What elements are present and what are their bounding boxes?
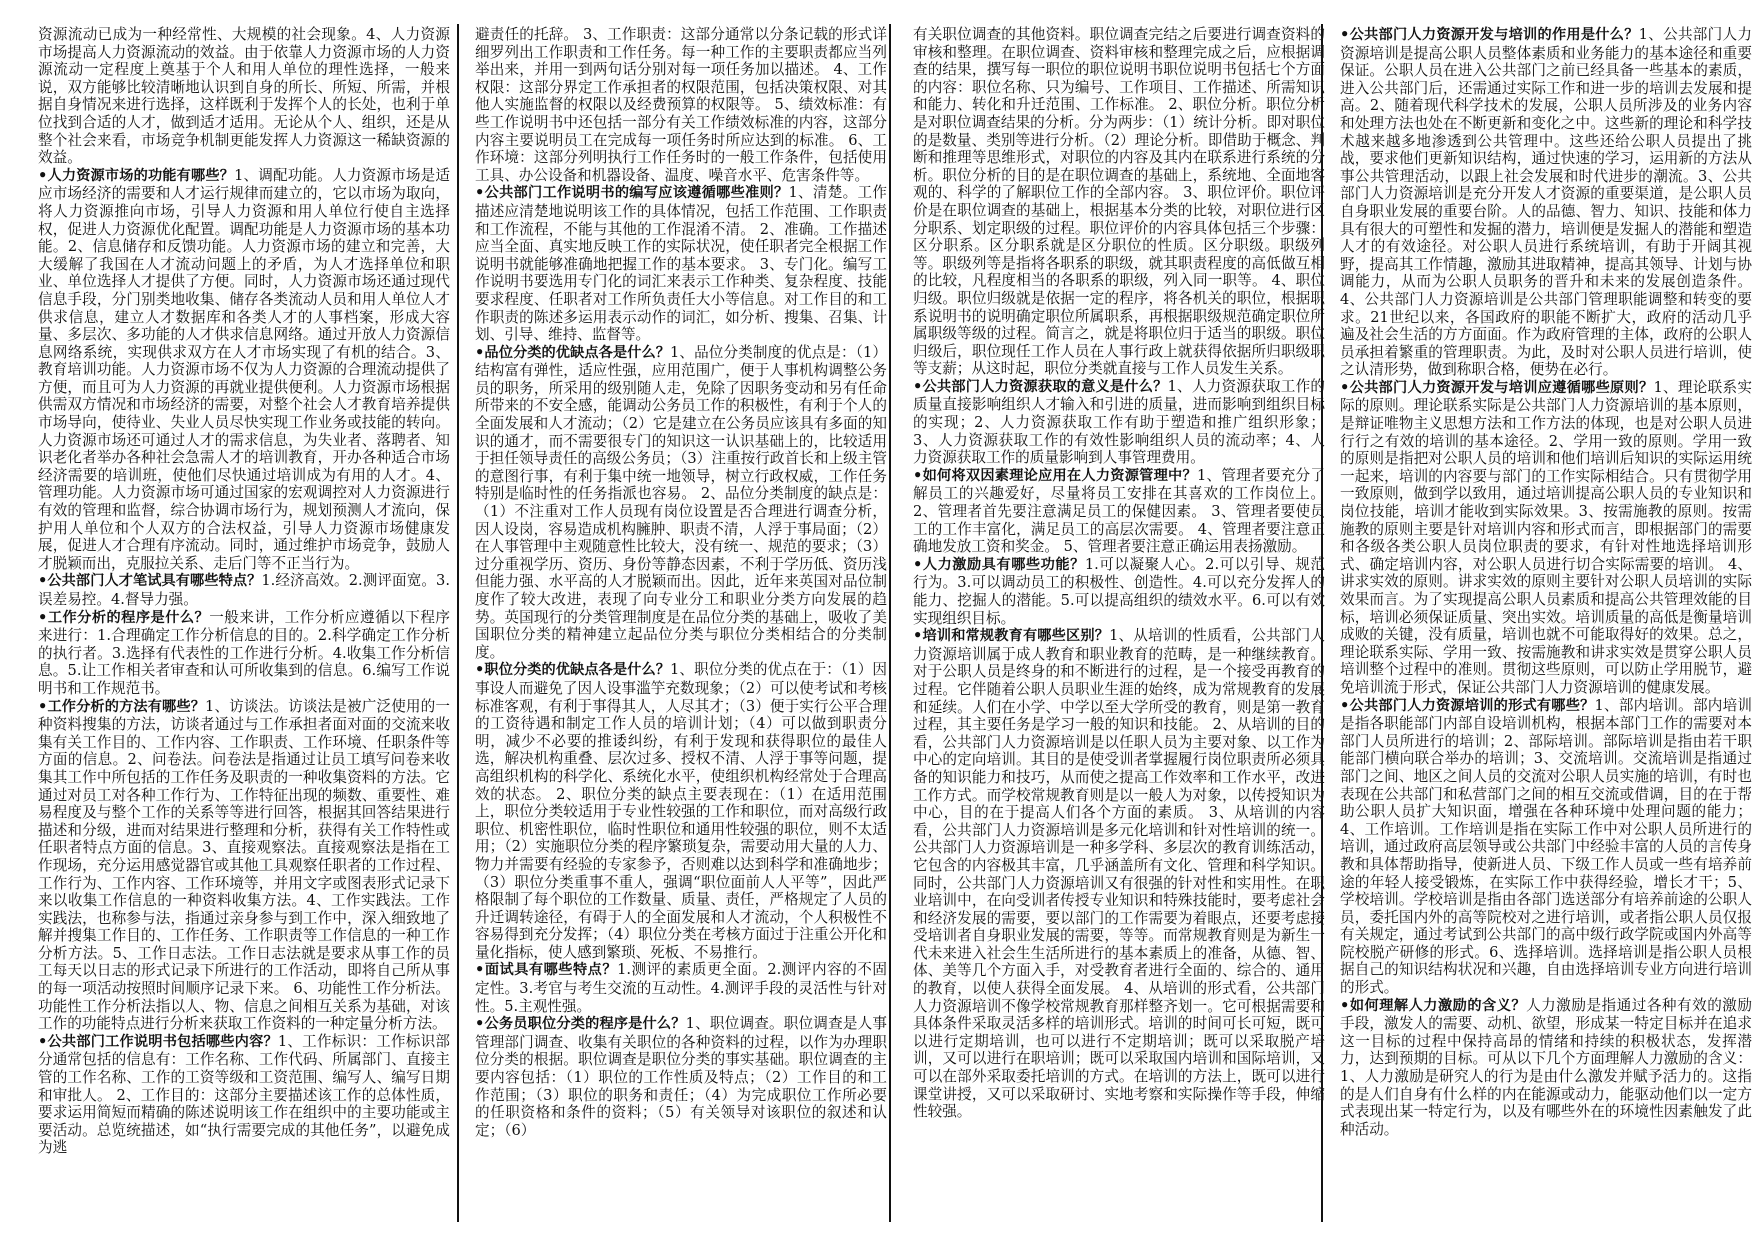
- bullet-icon: •: [1340, 696, 1350, 714]
- text-column-1: [38, 26, 450, 1221]
- qa-paragraph: [475, 344, 887, 662]
- question-heading: 公共部门工作说明书包括哪些内容？: [47, 1033, 278, 1050]
- bullet-icon: •: [475, 343, 485, 361]
- question-heading: 工作分析的程序是什么？: [47, 609, 210, 626]
- qa-paragraph: [38, 572, 450, 608]
- answer-text: 1、职位分类的优点在于：（1）因事设人而避免了因人设事滥竽充数现象；（2）可以使考试和考核标准客观，有利于事得其人，人尽其才；（3）便于实行公平合理的工资待遇和制定工作人员的培训计划；（4）可以做到职责分明，减少不必要的推诿纠纷，有利于发现和获得职位的最佳人选，解决机构重叠、层次过多、授权不清、人浮于事等问题，提高组织机构的科学化、系统化水平，使组织机构经常处于合理高效的状态。 2、职位分类的缺点主要表现在：（1）在适用范围上，职位分类较适用于专业性较强的工作和职位，而对高级行政职位、机密性职位，临时性职位和通用性较强的职位，则不太适用；（2）实施职位分类的程序繁琐复杂，需要动用大量的人力、物力并需要有经验的专家参予，否则难以达到科学和准确地步；（3）职位分类重事不重人，强调“职位面前人人平等”，因此严格限制了每个职位的工作数量、质量、责任，严格规定了人员的升迁调转途径，有碍于人的全面发展和人才流动，个人积极性不容易得到充分发挥；（4）职位分类在考核方面过于注重公开化和量化指标，使人感到繁琐、死板、不易推行。: [475, 661, 887, 961]
- question-heading: 公共部门人力资源培训的形式有哪些？: [1349, 697, 1595, 714]
- answer-text: 1、工作标识：工作标识部分通常包括的信息有：工作名称、工作代码、所属部门、直接主管的工作名称、工作的工资等级和工资范围、编写人、编写日期和审批人。 2、工作目的：这部分主要描述该工作的总体性质，要求运用简短而精确的陈述说明该工作在组织中的主要功能或主要活动。总览统描述，如“执行需要完成的其他任务”，以避免成为逃: [38, 1032, 450, 1157]
- bullet-icon: •: [38, 697, 48, 715]
- qa-paragraph: [38, 698, 450, 1033]
- question-heading: 公共部门人力资源获取的意义是什么？: [922, 378, 1168, 395]
- qa-paragraph: [913, 467, 1325, 556]
- answer-text: 1、品位分类制度的优点是：（1）结构富有弹性，适应性强，应用范围广，便于人事机构调整公务员的职务，所采用的级别随人走，免除了因职务变动和另有任命所带来的不安全感，能调动公务员工作的积极性，有利于个人的全面发展和人才流动；（2）它是建立在公务员应该具有多面的知识的通才，而不需要很专门的知识这一认识基础上的，比较适用于担任领导责任的高级公务员；（3）注重按行政首长和上级主管的意图行事，有利于集中统一地领导，树立行政权威，工作任务特别是临时性的任务指派也容易。 2、品位分类制度的缺点是：（1）不注重对工作人员现有岗位设置是否合理进行调查分析，因人设岗，容易造成机构臃肿、职责不清，人浮于事局面；（2）在人事管理中主观随意性比较大，没有统一、规范的要求；（3）过分重视学历、资历、身份等静态因素，不利于学历低、资历浅但能力强、水平高的人才脱颖而出。因此，近年来英国对品位制度作了较大改进，表现了向专业分工和职业分类方向发展的趋势。英国现行的分类管理制度是在品位分类的基础上，吸收了美国职位分类的精神建立起品位分类与职位分类相结合的分类制度。: [475, 343, 887, 661]
- answer-text: 1、职位调查。职位调查是人事管理部门调查、收集有关职位的各种资料的过程，以作为办理职位分类的根据。职位调查是职位分类的事实基础。职位调查的主要内容包括：（1）职位的工作性质及特点；（2）工作目的和工作范围；（3）职位的职务和责任；（4）为完成职位工作所必要的任职资格和条件的资料；（5）有关领导对该职位的叙述和认定；（6）: [475, 1015, 887, 1139]
- question-heading: 公共部门工作说明书的编写应该遵循哪些准则？: [484, 185, 789, 202]
- bullet-icon: •: [38, 1032, 48, 1050]
- bullet-icon: •: [475, 661, 485, 679]
- answer-text: 1.测评的素质更全面。2.测评内容的不固定性。3.考官与考生交流的互动性。4.测评手段的灵活性与针对性。5.主观性强。: [475, 961, 887, 1015]
- qa-paragraph: [475, 661, 887, 961]
- question-heading: 公共部门人力资源开发与培训应遵循哪些原则？: [1349, 379, 1654, 396]
- qa-paragraph: [1340, 697, 1752, 997]
- question-heading: 公务员职位分类的程序是什么？: [484, 1016, 686, 1033]
- bullet-icon: •: [475, 184, 485, 202]
- text-column-4: [1340, 26, 1752, 1221]
- question-heading: 如何理解人力激励的含义？: [1349, 997, 1527, 1014]
- qa-paragraph: [475, 1015, 887, 1139]
- answer-text: 1、理论联系实际的原则。理论联系实际是公共部门人力资源培训的基本原则，是辩证唯物主义思想方法和工作方法的体现，也是对公职人员进行行之有效的培训的基本途径。2、学用一致的原则。学用一致的原则是指把对公职人员的培训和他们培训后知识的实际运用统一起来，培训的内容要与部门的工作实际相结合。只有贯彻学用一致原则，做到学以致用，通过培训提高公职人员的专业知识和岗位技能，培训才能收到实际效果。3、按需施教的原则。按需施教的原则主要是针对培训内容和形式而言，即根据部门的需要和各级各类公职人员岗位职责的要求，有针对性地选择培训形式、确定培训内容，对公职人员进行切合实际需要的培训。 4、讲求实效的原则。讲求实效的原则主要针对公职人员培训的实际效果而言。为了实现提高公职人员素质和提高公共管理效能的目标，培训必须保证质量、突出实效。培训质量的高低是衡量培训成败的关键，没有质量，培训也就不可能取得好的效果。总之，理论联系实际、学用一致、按需施教和讲求实效是贯穿公职人员培训整个过程中的准则。贯彻这些原则，可以防止学用脱节，避免培训流于形式，保证公共部门人力资源培训的健康发展。: [1340, 378, 1752, 696]
- question-heading: 品位分类的优缺点各是什么？: [484, 344, 671, 361]
- qa-paragraph: [38, 1033, 450, 1157]
- answer-text: 1.可以凝聚人心。2.可以引导、规范行为。3.可以调动员工的积极性、创造性。4.可以充分发挥人的能力、挖掘人的潜能。5.可以提高组织的绩效水平。6.可以有效实现组织目标。: [913, 555, 1325, 627]
- question-heading: 面试具有哪些特点？: [484, 962, 618, 979]
- qa-paragraph: [1340, 379, 1752, 697]
- column-divider: [889, 24, 891, 1222]
- answer-text: 1、调配功能。人力资源市场是适应市场经济的需要和人才运行规律而建立的，它以市场为取向，将人力资源推向市场，引导人力资源和用人单位行使自主选择权，促进人力资源优化配置。调配功能是人力资源市场的基本功能。2、信息储存和反馈功能。人力资源市场的建立和完善，大大缓解了我国在人才流动问题上的矛盾，为人才选择单位和职业、单位选择人才提供了方便。同时，人力资源市场还通过现代信息手段，分门别类地收集、储存各类流动人员和用人单位人才供求信息，建立人才数据库和各类人才的人事档案，形成大容量、多层次、多功能的人才供求信息网络。通过开放人力资源信息网络系统，实现供求双方在人才市场实现了有机的结合。3、教育培训功能。人力资源市场不仅为人力资源的合理流动提供了方便，而且可为人力资源的再就业提供便利。人力资源市场根据供需双方情况和市场经济的需要，对整个社会人才教育培养提供市场导向，使待业、失业人员尽快实现工作业务或技能的转向。人力资源市场还可通过人才的需求信息，为失业者、落聘者、知识老化者举办各种社会急需人才的培训教育，开办各种适合市场经济需要的培训班，使他们尽快通过培训成为有用的人才。4、管理功能。人力资源市场可通过国家的宏观调控对人力资源进行有效的管理和监督，综合协调市场行为，规划预测人才流向，保护用人单位和个人双方的合法权益，引导人力资源市场健康发展，促进人才合理有序流动。同时，通过维护市场竞争，鼓励人才脱颖而出，克服拉关系、走后门等不正当行为。: [38, 166, 450, 572]
- qa-paragraph: [913, 556, 1325, 627]
- answer-text: 1、管理者要充分了解员工的兴趣爱好，尽量将员工安排在其喜欢的工作岗位上。2、管理者首先要注意满足员工的保健因素。 3、管理者要使员工的工作丰富化，满足员工的高层次需要。 4、管理者要注意正确地发放工资和奖金。 5、管理者要注意正确运用表扬激励。: [913, 466, 1325, 556]
- qa-paragraph: [38, 26, 450, 167]
- column-divider: [457, 24, 459, 1222]
- bullet-icon: •: [913, 627, 923, 645]
- qa-paragraph: [475, 184, 887, 343]
- qa-paragraph: [475, 26, 887, 184]
- qa-paragraph: [913, 378, 1325, 467]
- answer-text: 1、从培训的性质看，公共部门人力资源培训属于成人教育和职业教育的范畴，是一种继续教育。对于公职人员是终身的和不断进行的过程，是一个接受再教育的过程。它伴随着公职人员职业生涯的始终，成为常规教育的发展和延续。人们在小学、中学以至大学所受的教育，则是第一教育过程，其主要任务是学习一般的知识和技能。 2、从培训的目的看，公共部门人力资源培训是以任职人员为主要对象、以工作为中心的定向培训。其目的是使受训者掌握履行岗位职责所必须具备的知识能力和技巧，从而使之提高工作效率和工作水平，改进工作方式。而学校常规教育则是以一般人为对象，以传授知识为中心，目的在于提高人们各个方面的素质。 3、从培训的内容看，公共部门人力资源培训是多元化培训和针对性培训的统一。公共部门人力资源培训是一种多学科、多层次的教育训练活动，它包含的内容极其丰富，几乎涵盖所有文化、管理和科学知识。同时，公共部门人力资源培训又有很强的针对性和实用性。在职业培训中，在向受训者传授专业知识和特殊技能时，要考虑社会和经济发展的需要，要以部门的工作需要为着眼点，还要考虑接受培训者自身职业发展的需要，等等。而常规教育则是为新生一代未来进入社会生生活所进行的基本素质上的准备，从德、智、体、美等几个方面入手，对受教育者进行全面的、综合的、通用的教育，以使人获得全面发展。 4、从培训的形式看，公共部门人力资源培训不像学校常规教育那样整齐划一。它可根据需要和具体条件采取灵活多样的培训形式。培训的时间可长可短，既可以进行定期培训，也可以进行不定期培训；既可以采取脱产培训，又可以进行在职培训；既可以采取国内培训和国际培训，又可以在部外采取委托培训的方式。在培训的方法上，既可以进行课堂讲授，又可以采取研讨、实地考察和实际操作等手段，伸缩性较强。: [913, 627, 1325, 1121]
- question-heading: 公共部门人才笔试具有哪些特点？: [47, 573, 262, 590]
- answer-text: 1、访谈法。访谈法是被广泛使用的一种资料搜集的方法，访谈者通过与工作承担者面对面的交流来收集有关工作目的、工作内容、工作职责、工作环境、任职条件等方面的信息。2、问卷法。问卷法是指通过让员工填写问卷来收集其工作中所包括的工作任务及职责的一种收集资料的方法。它通过对员工对各种工作行为、工作特征出现的频数、重要性、难易程度及与整个工作的关系等等进行回答，根据其回答结果进行描述和分级，进而对结果进行整理和分析，获得有关工作特性或任职者特点方面的信息。3、直接观察法。直接观察法是指在工作现场，充分运用感觉器官或其他工具观察任职者的工作过程、工作行为、工作内容、工作环境等，并用文字或图表形式记录下来以收集工作信息的一种资料收集方法。4、工作实践法。工作实践法，也称参与法，指通过亲身参与到工作中，深入细致地了解并搜集工作目的、工作任务、工作职责等工作信息的一种工作分析方法。5、工作日志法。工作日志法就是要求从事工作的员工每天以日志的形式记录下所进行的工作活动，即将自己所从事的每一项活动按照时间顺序记录下来。 6、功能性工作分析法。功能性工作分析法指以人、物、信息之间相互关系为基础，对该工作的功能特点进行分析来获取工作资料的一种定量分析方法。: [38, 697, 450, 1033]
- bullet-icon: •: [1340, 378, 1350, 396]
- question-heading: 人力激励具有哪些功能？: [922, 556, 1085, 573]
- answer-text: 1、人力资源获取工作的质量直接影响组织人才输入和引进的质量，进而影响到组织目标的实现；2、人力资源获取工作有助于塑造和推广组织形象；3、人力资源获取工作的有效性影响组织人员的流动率；4、人力资源获取工作的质量影响到人事管理费用。: [913, 377, 1325, 467]
- answer-text: 1、部内培训。部内培训是指各职能部门内部自设培训机构，根据本部门工作的需要对本部门人员所进行的培训；2、部际培训。部际培训是指由若干职能部门横向联合举办的培训；3、交流培训。交流培训是指通过部门之间、地区之间人员的交流对公职人员实施的培训，有时也表现在公共部门和私营部门之间的相互交流或借调，目的在于帮助公职人员扩大知识面，增强在各种环境中处理问题的能力；4、工作培训。工作培训是指在实际工作中对公职人员所进行的培训，通过政府高层领导或公共部门中经验丰富的人员的言传身教和具体帮助指导，使新进人员、下级工作人员或一些有培养前途的年轻人接受锻炼，在实际工作中获得经验，增长才干；5、学校培训。学校培训是指由各部门选送部分有培养前途的公职人员，委托国内外的高等院校对之进行培训，或者指公职人员仅报有关规定，通过考试到公共部门的高中级行政学院或国内外高等院校脱产研修的形式。6、选择培训。选择培训是指公职人员根据自己的知识结构状况和兴趣，自由选择培训专业方向进行培训的形式。: [1340, 696, 1752, 997]
- answer-text: 1、公共部门人力资源培训是提高公职人员整体素质和业务能力的基本途径和重要保证。公职人员在进入公共部门之前已经具备一些基本的素质，进入公共部门后，还需通过实际工作和进一步的培训去发展和提高。2、随着现代科学技术的发展，公职人员所涉及的业务内容和处理方法也处在不断更新和变化之中。这些新的理论和科学技术越来越多地渗透到公共管理中。这些还给公职人员提出了挑战，要求他们更新知识结构，通过快速的学习，运用新的方法从事公共管理活动，以跟上社会发展和时代进步的潮流。3、公共部门人力资源培训是充分开发人才资源的重要渠道，是公职人员自身职业发展的重要台阶。人的品德、智力、知识、技能和体力具有很大的可塑性和发掘的潜力，培训便是发掘人的潜能和塑造人才的有效途径。对公职人员进行系统培训，有助于开阔其视野，提高其工作情趣，激励其进取精神，提高其领导、计划与协调能力，从而为公职人员职务的晋升和未来的发展创造条件。4、公共部门人力资源培训是公共部门管理职能调整和转变的要求。21世纪以来，各国政府的职能不断扩大，政府的活动几乎遍及社会生活的方方面面。作为政府管理的主体，政府的公职人员承担着繁重的管理职责。为此，及时对公职人员进行培训，使之认清形势，做到称职合格，便势在必行。: [1340, 26, 1752, 379]
- qa-paragraph: [913, 627, 1325, 1121]
- question-heading: 人力资源市场的功能有哪些？: [47, 167, 235, 184]
- bullet-icon: •: [38, 608, 48, 626]
- bullet-icon: •: [475, 961, 485, 979]
- qa-paragraph: [1340, 26, 1752, 379]
- answer-text: 1.经济高效。2.测评面宽。3.误差易控。4.督导力强。: [38, 572, 450, 608]
- question-heading: 工作分析的方法有哪些？: [47, 698, 206, 715]
- text-column-3: [913, 26, 1325, 1221]
- bullet-icon: •: [1340, 26, 1350, 43]
- answer-text: 有关职位调查的其他资料。职位调查完结之后要进行调查资料的审核和整理。在职位调查、资料审核和整理完成之后，应根据调查的结果，撰写每一职位的职位说明书职位说明书包括七个方面的内容：职位名称、只为编号、工作项目、工作描述、所需知识和能力、转化和升迁范围、工作标准。 2、职位分析。职位分析是对职位调查结果的分析。分为两步：（1）统计分析。即对职位的是数量、类别等进行分析。（2）理论分析。即借助于概念、判断和推理等思维形式，对职位的内容及其内在联系进行系统的分析。职位分析的目的是在职位调查的基础上，系统地、全面地客观的、科学的了解职位工作的全部内容。 3、职位评价。职位评价是在职位调查的基础上，根据基本分类的比较，对职位进行区分职系、划定职级的过程。职位评价的内容具体包括三个步骤：区分职系。区分职系就是区分职位的性质。区分职级。职级列等。职级列等是指将各职系的职级，就其职责程度的高低做互相的比较，凡程度相当的各职系的职级，列入同一职等。 4、职位归级。职位归级就是依据一定的程序，将各机关的职位，根据职系说明书的说明确定职位所属职系，再根据职级规范确定职位所属职级等级的过程。简言之，就是将职位归于适当的职级。职位归级后，职位现任工作人员在人事行政上就获得依据所归职级职等支薪；从这时起，职位分类就直接与工作人员发生关系。: [913, 26, 1325, 378]
- qa-paragraph: [475, 961, 887, 1015]
- qa-paragraph: [38, 167, 450, 573]
- bullet-icon: •: [1340, 996, 1350, 1014]
- answer-text: 避责任的托辞。 3、工作职责：这部分通常以分条记载的形式详细罗列出工作职责和工作任务。每一种工作的主要职责都应当列举出来，并用一到两句话分别对每一项任务加以描述。 4、工作权限：这部分界定工作承担者的权限范围，包括决策权限、对其他人实施监督的权限以及经费预算的权限等。 5、绩效标准：有些工作说明书中还包括一部分有关工作绩效标准的内容，这部分内容主要说明员工在完成每一项任务时所应达到的标准。 6、工作环境：这部分列明执行工作任务时的一般工作条件，包括使用工具、办公设备和机器设备、温度、噪音水平、危害条件等。: [475, 26, 887, 184]
- bullet-icon: •: [913, 466, 923, 484]
- bullet-icon: •: [913, 555, 923, 573]
- answer-text: 一般来讲，工作分析应遵循以下程序来进行：1.合理确定工作分析信息的目的。2.科学确定工作分析的执行者。3.选择有代表性的工作进行分析。4.收集工作分析信息。5.让工作相关者审查和认可所收集到的信息。6.编写工作说明书和工作规范书。: [38, 608, 450, 697]
- question-heading: 培训和常规教育有哪些区别？: [922, 628, 1110, 645]
- qa-paragraph: [1340, 997, 1752, 1139]
- bullet-icon: •: [913, 377, 923, 395]
- qa-paragraph: [38, 609, 450, 698]
- bullet-icon: •: [38, 572, 48, 590]
- answer-text: 资源流动已成为一种经常性、大规模的社会现象。4、人力资源市场提高人力资源流动的效益。由于依靠人力资源市场的人力资源流动一定程度上奠基于个人和用人单位的理性选择，一般来说，双方能够比较清晰地认识到自身的所长、所短、所需，并根据自身情况来进行选择，这样既利于发挥个人的长处，也利于单位找到合适的人才，做到适才适用。无论从个人、组织，还是从整个社会来看，市场竞争机制更能发挥人力资源这一稀缺资源的效益。: [38, 26, 450, 167]
- qa-paragraph: [913, 26, 1325, 378]
- answer-text: 人力激励是指通过各种有效的激励手段，激发人的需要、动机、欲望，形成某一特定目标并在追求这一目标的过程中保持高昂的情绪和持续的积极状态，发挥潜力，达到预期的目标。可从以下几个方面理解人力激励的含义：1、人力激励是研究人的行为是由什么激发并赋予活力的。这指的是人们自身有什么样的内在能源或动力，能驱动他们以一定方式表现出某一特定行为，以及有哪些外在的环境性因素触发了此种活动。: [1340, 996, 1752, 1138]
- bullet-icon: •: [38, 166, 48, 184]
- question-heading: 如何将双因素理论应用在人力资源管理中？: [922, 467, 1197, 484]
- bullet-icon: •: [475, 1015, 485, 1033]
- answer-text: 1、清楚。工作描述应清楚地说明该工作的具体情况，包括工作范围、工作职责和工作流程，不能与其他的工作混淆不清。 2、准确。工作描述应当全面、真实地反映工作的实际状况，使任职者完全根据工作说明书就能够准确地把握工作的基本要求。 3、专门化。编写工作说明书要选用专门化的词汇来表示工作种类、复杂程度、技能要求程度、任职者对工作所负责任大小等信息。对工作目的和工作职责的陈述多运用表示动作的词汇，如分析、搜集、召集、计划、引导、维持、监督等。: [475, 184, 887, 344]
- question-heading: 职位分类的优缺点各是什么？: [484, 662, 671, 679]
- question-heading: 公共部门人力资源开发与培训的作用是什么？: [1349, 27, 1639, 43]
- text-column-2: [475, 26, 887, 1221]
